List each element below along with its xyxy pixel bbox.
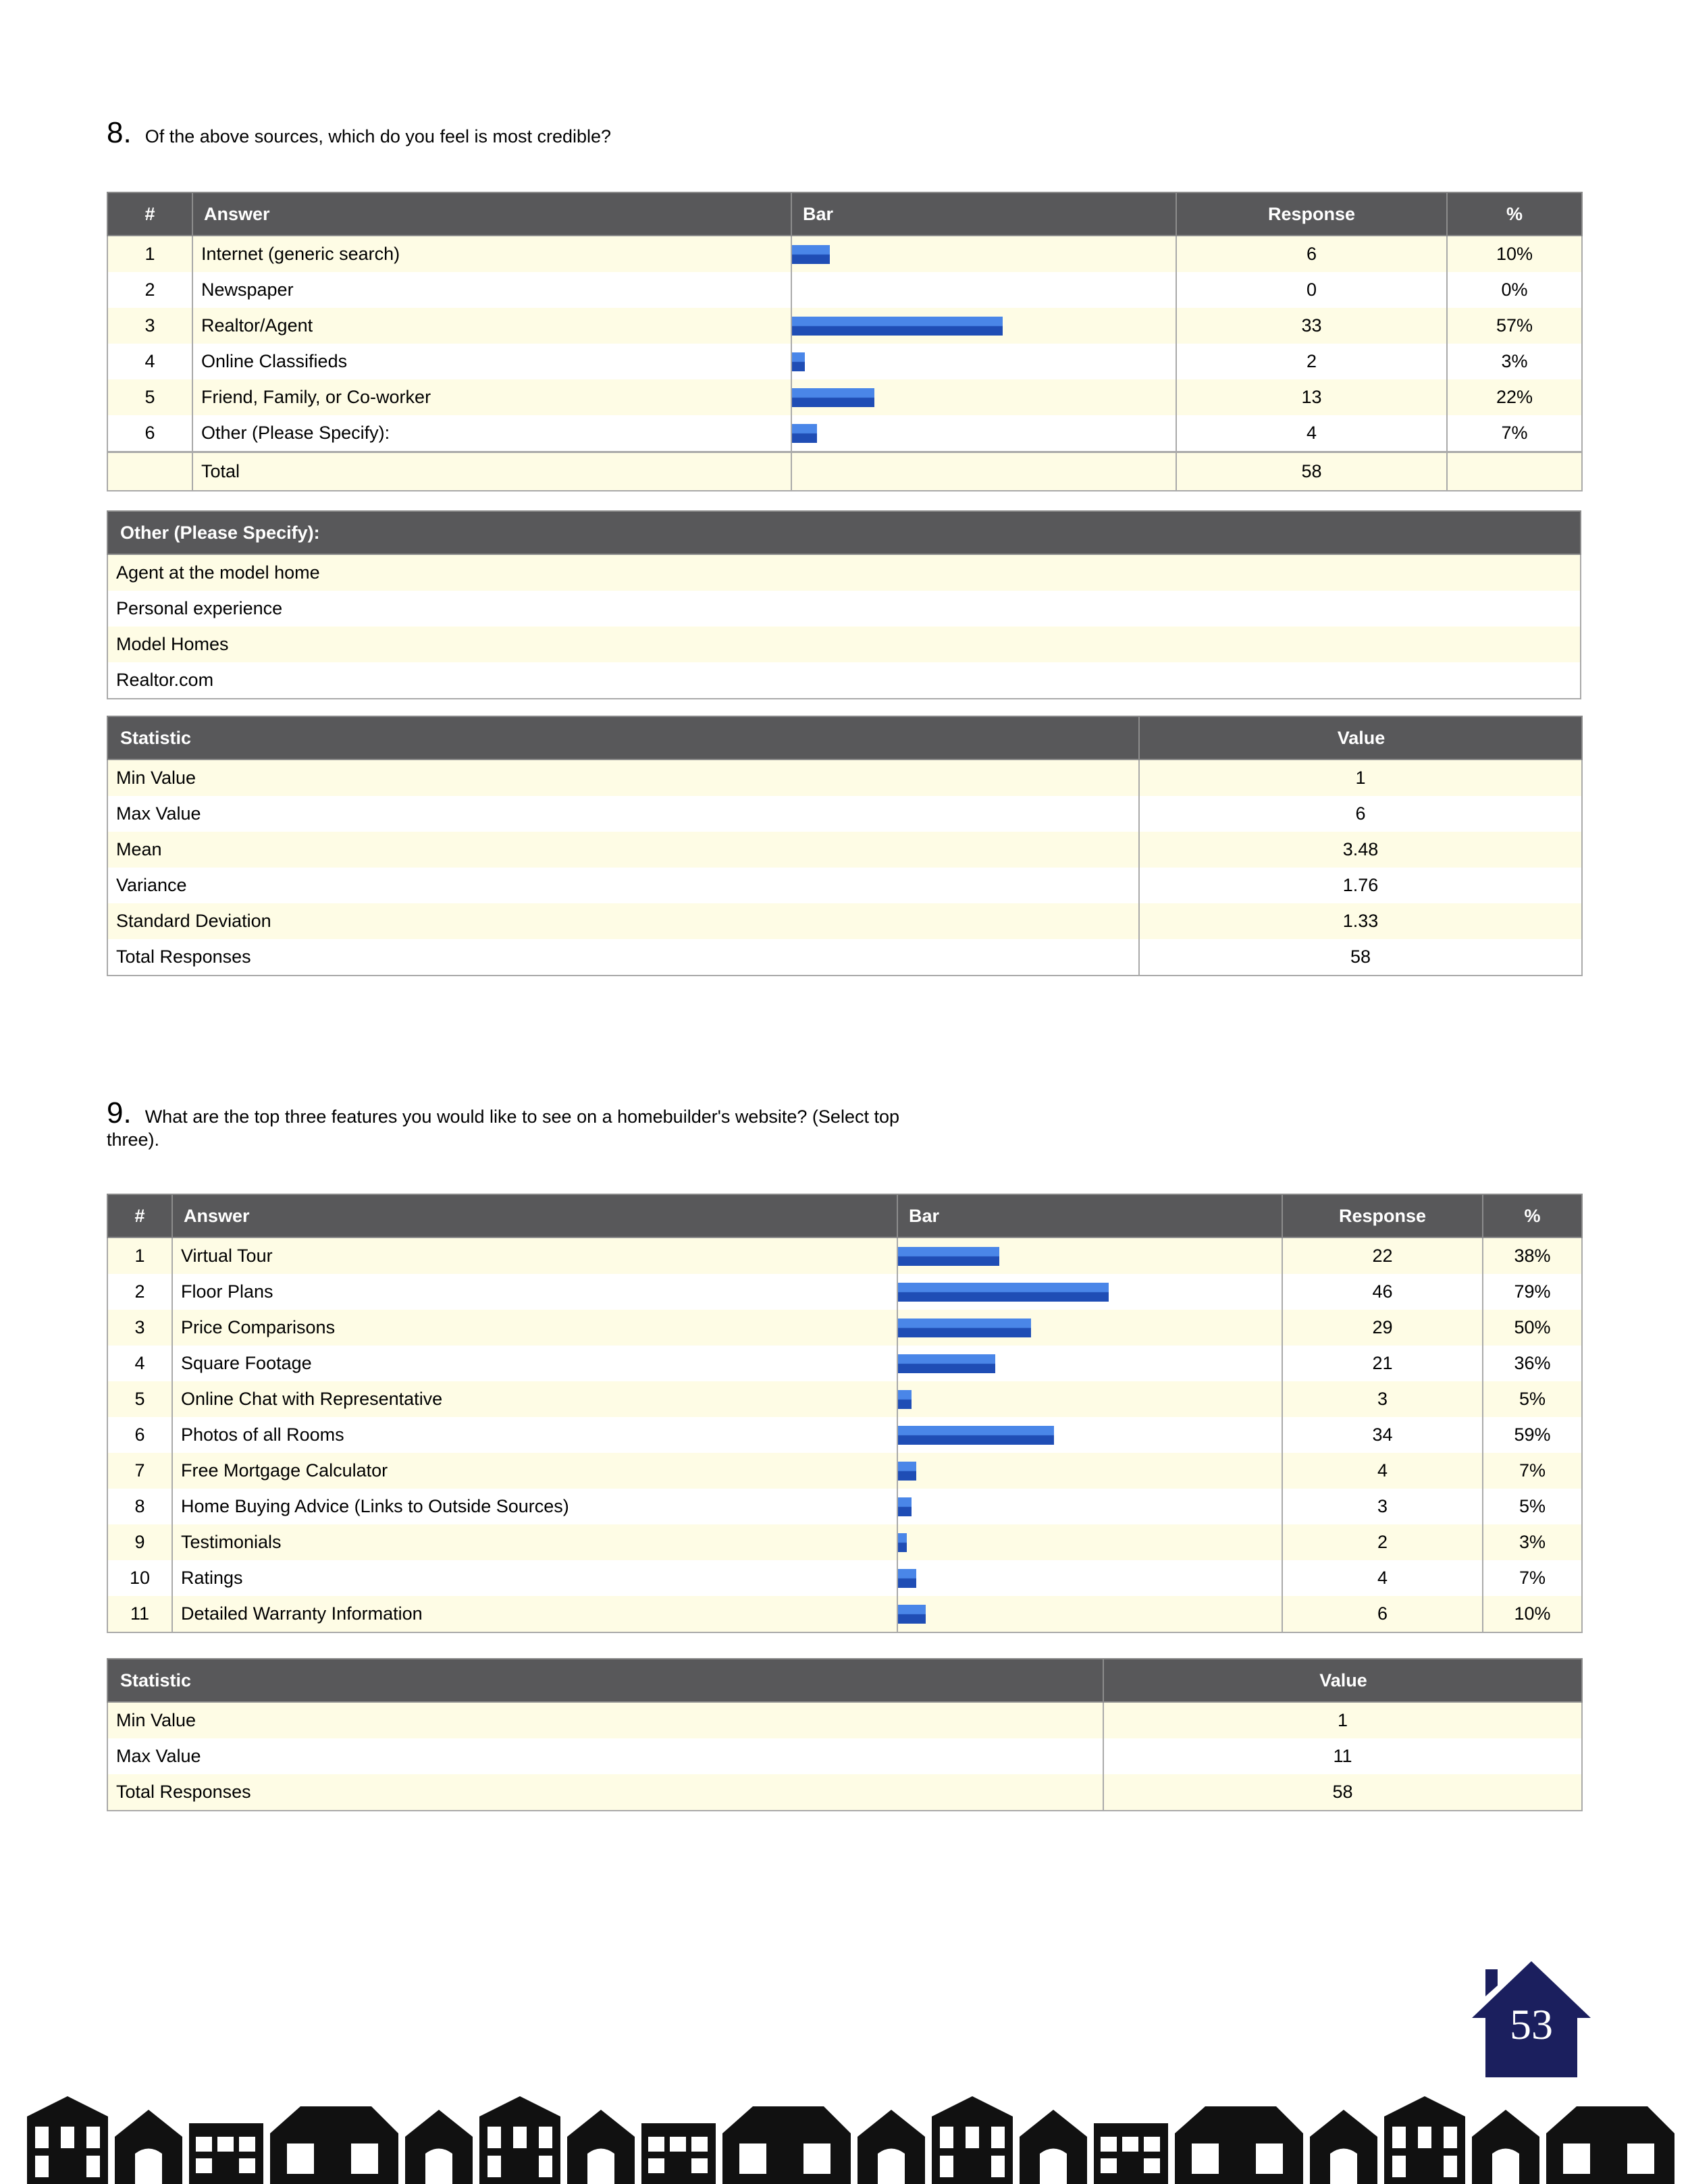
response-bar bbox=[898, 1283, 1109, 1302]
q9-rows bbox=[107, 1237, 1582, 1632]
value-header: Value bbox=[1139, 716, 1582, 760]
statistic-header: Statistic bbox=[107, 716, 1139, 760]
response-count: 6 bbox=[1282, 1596, 1483, 1632]
response-bar bbox=[792, 424, 817, 443]
response-percent: 0% bbox=[1447, 272, 1582, 308]
row-number: 4 bbox=[107, 344, 192, 379]
other-response-text: Model Homes bbox=[107, 627, 1581, 662]
bar-cell bbox=[791, 308, 1176, 344]
table-row bbox=[107, 1417, 1582, 1453]
response-percent: 7% bbox=[1483, 1453, 1582, 1489]
question-9-title bbox=[107, 1096, 903, 1151]
answer-label: Newspaper bbox=[192, 272, 791, 308]
statistic-value: 1 bbox=[1139, 760, 1582, 796]
bar-cell bbox=[897, 1274, 1282, 1310]
col-response-header: Response bbox=[1176, 192, 1447, 236]
table-row bbox=[107, 1596, 1582, 1632]
table-row bbox=[107, 1381, 1582, 1417]
row-number: 2 bbox=[107, 272, 192, 308]
bar-cell bbox=[897, 1346, 1282, 1381]
answer-label: Other (Please Specify): bbox=[192, 415, 791, 452]
response-count: 4 bbox=[1176, 415, 1447, 452]
response-bar bbox=[898, 1533, 907, 1552]
value-header: Value bbox=[1103, 1659, 1582, 1702]
table-row bbox=[107, 379, 1582, 415]
row-number: 4 bbox=[107, 1346, 172, 1381]
response-bar bbox=[898, 1354, 995, 1373]
response-percent: 36% bbox=[1483, 1346, 1582, 1381]
total-percent-cell bbox=[1447, 452, 1582, 491]
bar-cell bbox=[791, 236, 1176, 272]
statistic-label: Max Value bbox=[107, 1738, 1103, 1774]
row-number: 5 bbox=[107, 379, 192, 415]
q8-rows bbox=[107, 236, 1582, 491]
statistic-row bbox=[107, 760, 1582, 796]
answer-label: Testimonials bbox=[172, 1524, 897, 1560]
col-bar-header: Bar bbox=[791, 192, 1176, 236]
row-number: 3 bbox=[107, 308, 192, 344]
table-row bbox=[107, 1237, 1582, 1274]
response-count: 3 bbox=[1282, 1489, 1483, 1524]
statistic-value: 1 bbox=[1103, 1702, 1582, 1738]
row-number: 10 bbox=[107, 1560, 172, 1596]
row-number: 6 bbox=[107, 1417, 172, 1453]
response-bar bbox=[898, 1319, 1031, 1337]
statistic-value: 6 bbox=[1139, 796, 1582, 832]
answer-label: Online Chat with Representative bbox=[172, 1381, 897, 1417]
row-number: 9 bbox=[107, 1524, 172, 1560]
statistic-row bbox=[107, 939, 1582, 976]
response-percent: 57% bbox=[1447, 308, 1582, 344]
answer-label: Floor Plans bbox=[172, 1274, 897, 1310]
bar-cell bbox=[791, 272, 1176, 308]
col-response-header: Response bbox=[1282, 1194, 1483, 1237]
row-number: 5 bbox=[107, 1381, 172, 1417]
other-response-text: Realtor.com bbox=[107, 662, 1581, 699]
answer-label: Price Comparisons bbox=[172, 1310, 897, 1346]
statistic-label: Min Value bbox=[107, 760, 1139, 796]
statistic-row bbox=[107, 796, 1582, 832]
response-bar bbox=[898, 1605, 926, 1624]
q9-stats-rows bbox=[107, 1702, 1582, 1811]
response-percent: 7% bbox=[1483, 1560, 1582, 1596]
statistic-label: Standard Deviation bbox=[107, 903, 1139, 939]
answer-label: Photos of all Rooms bbox=[172, 1417, 897, 1453]
q8-other-table bbox=[107, 510, 1581, 699]
response-percent: 10% bbox=[1483, 1596, 1582, 1632]
table-row bbox=[107, 415, 1582, 452]
question-text: What are the top three features you would like to see on a homebuilder's website? (Select top three). bbox=[107, 1107, 899, 1150]
list-item bbox=[107, 554, 1581, 591]
answer-label: Ratings bbox=[172, 1560, 897, 1596]
response-percent: 79% bbox=[1483, 1274, 1582, 1310]
row-number: 3 bbox=[107, 1310, 172, 1346]
response-percent: 10% bbox=[1447, 236, 1582, 272]
statistic-row bbox=[107, 1738, 1582, 1774]
statistic-header: Statistic bbox=[107, 1659, 1103, 1702]
response-count: 13 bbox=[1176, 379, 1447, 415]
statistic-label: Variance bbox=[107, 868, 1139, 903]
table-row bbox=[107, 1489, 1582, 1524]
houses-skyline-decoration bbox=[0, 2096, 1688, 2184]
table-row bbox=[107, 1346, 1582, 1381]
response-bar bbox=[898, 1462, 916, 1481]
statistic-row bbox=[107, 1702, 1582, 1738]
answer-label: Home Buying Advice (Links to Outside Sources) bbox=[172, 1489, 897, 1524]
response-percent: 5% bbox=[1483, 1381, 1582, 1417]
other-header: Other (Please Specify): bbox=[107, 511, 1581, 554]
q9-results-table bbox=[107, 1194, 1583, 1633]
page-number: 53 bbox=[1510, 2000, 1553, 2048]
table-row bbox=[107, 1524, 1582, 1560]
response-count: 33 bbox=[1176, 308, 1447, 344]
col-num-header: # bbox=[107, 192, 192, 236]
bar-cell bbox=[897, 1310, 1282, 1346]
response-count: 2 bbox=[1176, 344, 1447, 379]
list-item bbox=[107, 627, 1581, 662]
statistic-value: 3.48 bbox=[1139, 832, 1582, 868]
response-bar bbox=[898, 1426, 1054, 1445]
bar-cell bbox=[897, 1381, 1282, 1417]
statistic-row bbox=[107, 832, 1582, 868]
table-row bbox=[107, 344, 1582, 379]
response-percent: 38% bbox=[1483, 1237, 1582, 1274]
response-count: 0 bbox=[1176, 272, 1447, 308]
q8-results-table bbox=[107, 192, 1583, 491]
row-number: 1 bbox=[107, 236, 192, 272]
answer-label: Online Classifieds bbox=[192, 344, 791, 379]
bar-cell bbox=[897, 1560, 1282, 1596]
response-bar bbox=[898, 1569, 916, 1588]
response-count: 4 bbox=[1282, 1453, 1483, 1489]
table-header-row bbox=[107, 511, 1581, 554]
bar-cell bbox=[897, 1453, 1282, 1489]
col-num-header: # bbox=[107, 1194, 172, 1237]
total-response: 58 bbox=[1176, 452, 1447, 491]
table-row bbox=[107, 1274, 1582, 1310]
table-header-row bbox=[107, 716, 1582, 760]
response-count: 46 bbox=[1282, 1274, 1483, 1310]
row-number: 7 bbox=[107, 1453, 172, 1489]
response-count: 6 bbox=[1176, 236, 1447, 272]
row-number: 8 bbox=[107, 1489, 172, 1524]
answer-label: Free Mortgage Calculator bbox=[172, 1453, 897, 1489]
statistic-value: 1.33 bbox=[1139, 903, 1582, 939]
table-row bbox=[107, 1560, 1582, 1596]
question-text: Of the above sources, which do you feel is most credible? bbox=[144, 126, 612, 147]
statistic-row bbox=[107, 1774, 1582, 1811]
table-header-row bbox=[107, 1659, 1582, 1702]
q8-stats-rows bbox=[107, 760, 1582, 976]
table-header-row bbox=[107, 192, 1582, 236]
statistic-value: 58 bbox=[1103, 1774, 1582, 1811]
response-count: 34 bbox=[1282, 1417, 1483, 1453]
answer-label: Virtual Tour bbox=[172, 1237, 897, 1274]
response-percent: 50% bbox=[1483, 1310, 1582, 1346]
bar-cell bbox=[791, 379, 1176, 415]
response-percent: 7% bbox=[1447, 415, 1582, 452]
table-row bbox=[107, 236, 1582, 272]
total-bar-cell bbox=[791, 452, 1176, 491]
q9-statistics-table bbox=[107, 1658, 1583, 1811]
statistic-label: Total Responses bbox=[107, 1774, 1103, 1811]
statistic-label: Min Value bbox=[107, 1702, 1103, 1738]
row-number: 11 bbox=[107, 1596, 172, 1632]
bar-cell bbox=[897, 1489, 1282, 1524]
response-count: 21 bbox=[1282, 1346, 1483, 1381]
response-bar bbox=[792, 352, 805, 371]
table-row bbox=[107, 308, 1582, 344]
table-row bbox=[107, 1453, 1582, 1489]
answer-label: Friend, Family, or Co-worker bbox=[192, 379, 791, 415]
statistic-value: 58 bbox=[1139, 939, 1582, 976]
table-header-row bbox=[107, 1194, 1582, 1237]
row-number: 1 bbox=[107, 1237, 172, 1274]
q8-other-rows bbox=[107, 554, 1581, 699]
answer-label: Detailed Warranty Information bbox=[172, 1596, 897, 1632]
other-response-text: Personal experience bbox=[107, 591, 1581, 627]
response-percent: 5% bbox=[1483, 1489, 1582, 1524]
answer-label: Internet (generic search) bbox=[192, 236, 791, 272]
statistic-value: 11 bbox=[1103, 1738, 1582, 1774]
bar-cell bbox=[897, 1237, 1282, 1274]
response-count: 29 bbox=[1282, 1310, 1483, 1346]
col-answer-header: Answer bbox=[172, 1194, 897, 1237]
statistic-value: 1.76 bbox=[1139, 868, 1582, 903]
row-number: 2 bbox=[107, 1274, 172, 1310]
answer-label: Square Footage bbox=[172, 1346, 897, 1381]
response-percent: 59% bbox=[1483, 1417, 1582, 1453]
row-number: 6 bbox=[107, 415, 192, 452]
response-count: 22 bbox=[1282, 1237, 1483, 1274]
answer-label: Realtor/Agent bbox=[192, 308, 791, 344]
bar-cell bbox=[897, 1524, 1282, 1560]
response-percent: 22% bbox=[1447, 379, 1582, 415]
total-row bbox=[107, 452, 1582, 491]
col-percent-header: % bbox=[1483, 1194, 1582, 1237]
response-bar bbox=[898, 1497, 912, 1516]
bar-cell bbox=[791, 415, 1176, 452]
table-row bbox=[107, 272, 1582, 308]
col-percent-header: % bbox=[1447, 192, 1582, 236]
list-item bbox=[107, 662, 1581, 699]
response-percent: 3% bbox=[1447, 344, 1582, 379]
bar-cell bbox=[791, 344, 1176, 379]
question-number: 8. bbox=[107, 116, 132, 149]
total-label: Total bbox=[192, 452, 791, 491]
response-bar bbox=[792, 317, 1003, 336]
question-number: 9. bbox=[107, 1096, 132, 1129]
bar-cell bbox=[897, 1417, 1282, 1453]
col-answer-header: Answer bbox=[192, 192, 791, 236]
list-item bbox=[107, 591, 1581, 627]
response-bar bbox=[898, 1390, 912, 1409]
total-num-cell bbox=[107, 452, 192, 491]
statistic-row bbox=[107, 868, 1582, 903]
statistic-row bbox=[107, 903, 1582, 939]
response-bar bbox=[792, 388, 874, 407]
q8-statistics-table bbox=[107, 716, 1583, 976]
table-row bbox=[107, 1310, 1582, 1346]
response-percent: 3% bbox=[1483, 1524, 1582, 1560]
other-response-text: Agent at the model home bbox=[107, 554, 1581, 591]
response-count: 4 bbox=[1282, 1560, 1483, 1596]
statistic-label: Mean bbox=[107, 832, 1139, 868]
statistic-label: Total Responses bbox=[107, 939, 1139, 976]
statistic-label: Max Value bbox=[107, 796, 1139, 832]
response-bar bbox=[792, 245, 830, 264]
col-bar-header: Bar bbox=[897, 1194, 1282, 1237]
question-8-title bbox=[107, 116, 903, 149]
response-count: 2 bbox=[1282, 1524, 1483, 1560]
response-count: 3 bbox=[1282, 1381, 1483, 1417]
response-bar bbox=[898, 1247, 999, 1266]
bar-cell bbox=[897, 1596, 1282, 1632]
